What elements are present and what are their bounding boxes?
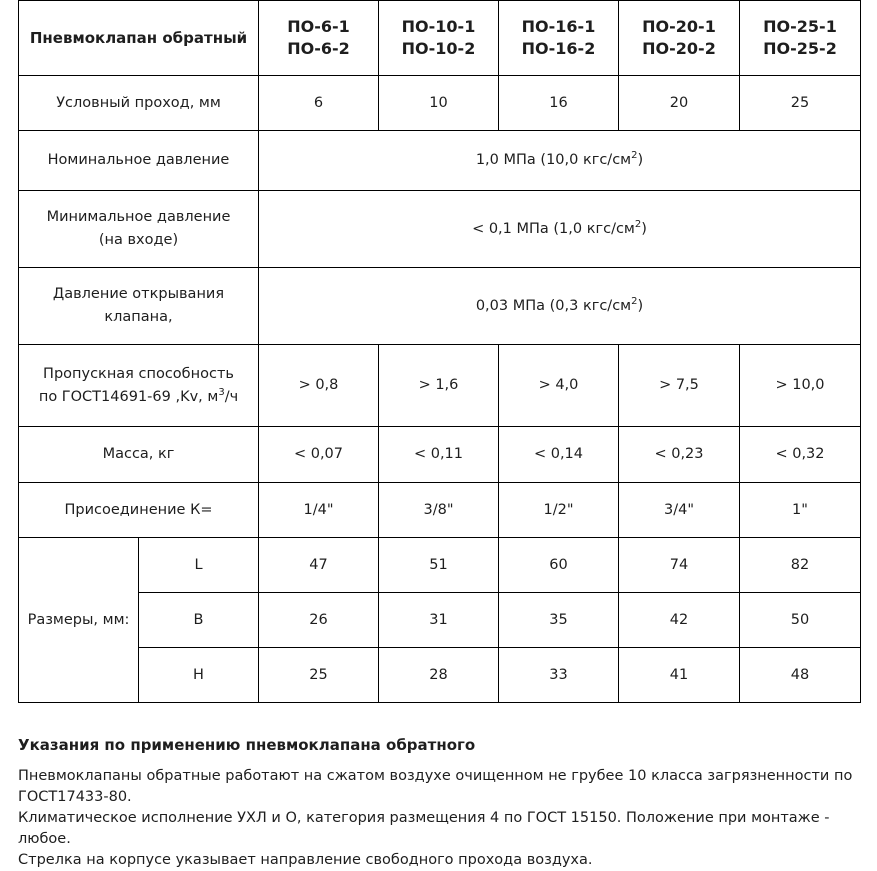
row-label: Масса, кг	[19, 427, 259, 483]
table-cell: 51	[379, 538, 499, 593]
table-cell: 41	[619, 648, 740, 703]
table-cell: 16	[499, 76, 619, 131]
mass-row	[19, 427, 861, 483]
table-cell: 25	[740, 76, 861, 131]
model-header: ПО-16-1 ПО-16-2	[499, 1, 619, 76]
table-cell: < 0,11	[379, 427, 499, 483]
dimensions-label: Размеры, мм:	[19, 538, 139, 703]
table-cell: 28	[379, 648, 499, 703]
table-cell: 20	[619, 76, 740, 131]
table-cell: < 0,07	[259, 427, 379, 483]
merged-cell: < 0,1 МПа (1,0 кгс/$см^2$)	[259, 191, 861, 268]
table-cell: > 0,8	[259, 345, 379, 427]
row-label: Присоединение К=	[19, 483, 259, 538]
table-cell: < 0,23	[619, 427, 740, 483]
dimension-row-b	[19, 593, 861, 648]
table-cell: 74	[619, 538, 740, 593]
table-cell: 47	[259, 538, 379, 593]
table-cell: > 1,6	[379, 345, 499, 427]
table-cell: 1"	[740, 483, 861, 538]
nominal-pressure-row	[19, 131, 861, 191]
table-cell: 35	[499, 593, 619, 648]
row-label: Условный проход, мм	[19, 76, 259, 131]
row-label: Минимальное давление (на входе)	[19, 191, 259, 268]
table-cell: 26	[259, 593, 379, 648]
merged-cell: 1,0 МПа (10,0 кгс/$см^2$)	[259, 131, 861, 191]
model-header: ПО-6-1 ПО-6-2	[259, 1, 379, 76]
spec-table	[18, 0, 861, 703]
table-cell: 1/4"	[259, 483, 379, 538]
min-pressure-row	[19, 191, 861, 268]
model-header: ПО-10-1 ПО-10-2	[379, 1, 499, 76]
merged-cell: 0,03 МПа (0,3 кгс/$см^2$)	[259, 268, 861, 345]
table-cell: 48	[740, 648, 861, 703]
table-cell: 42	[619, 593, 740, 648]
notes-paragraph: Стрелка на корпусе указывает направление свободного прохода воздуха.	[18, 852, 593, 868]
table-cell: 1/2"	[499, 483, 619, 538]
table-cell: 3/4"	[619, 483, 740, 538]
dimension-row-h	[19, 648, 861, 703]
header-corner: Пневмоклапан обратный	[19, 1, 259, 76]
table-cell: 31	[379, 593, 499, 648]
open-pressure-row	[19, 268, 861, 345]
table-cell: 6	[259, 76, 379, 131]
row-label: Давление открывания клапана,	[19, 268, 259, 345]
table-cell: > 10,0	[740, 345, 861, 427]
model-header: ПО-20-1 ПО-20-2	[619, 1, 740, 76]
usage-notes	[18, 733, 873, 871]
notes-title: Указания по применению пневмоклапана обратного	[18, 736, 476, 754]
dimension-name: H	[139, 648, 259, 703]
notes-paragraph: Пневмоклапаны обратные работают на сжатом воздухе очищенном не грубее 10 класса загрязненности по ГОСТ17433-80.	[18, 768, 853, 805]
table-cell: 82	[740, 538, 861, 593]
connection-row	[19, 483, 861, 538]
table-cell: > 7,5	[619, 345, 740, 427]
dimension-row-l	[19, 538, 861, 593]
notes-paragraph: Климатическое исполнение УХЛ и О, категория размещения 4 по ГОСТ 15150. Положение при монтаже - любое.	[18, 810, 830, 847]
capacity-row	[19, 345, 861, 427]
model-header: ПО-25-1 ПО-25-2	[740, 1, 861, 76]
table-cell: 3/8"	[379, 483, 499, 538]
table-cell: 60	[499, 538, 619, 593]
table-cell: < 0,14	[499, 427, 619, 483]
row-label: Пропускная способность по ГОСТ14691-69 ,Kv, $м^3/ч$	[19, 345, 259, 427]
row-label: Номинальное давление	[19, 131, 259, 191]
dimension-name: L	[139, 538, 259, 593]
dimension-name: B	[139, 593, 259, 648]
table-cell: 50	[740, 593, 861, 648]
table-cell: 33	[499, 648, 619, 703]
table-cell: 10	[379, 76, 499, 131]
table-cell: < 0,32	[740, 427, 861, 483]
passage-row	[19, 76, 861, 131]
table-cell: > 4,0	[499, 345, 619, 427]
header-row	[19, 1, 861, 76]
table-cell: 25	[259, 648, 379, 703]
